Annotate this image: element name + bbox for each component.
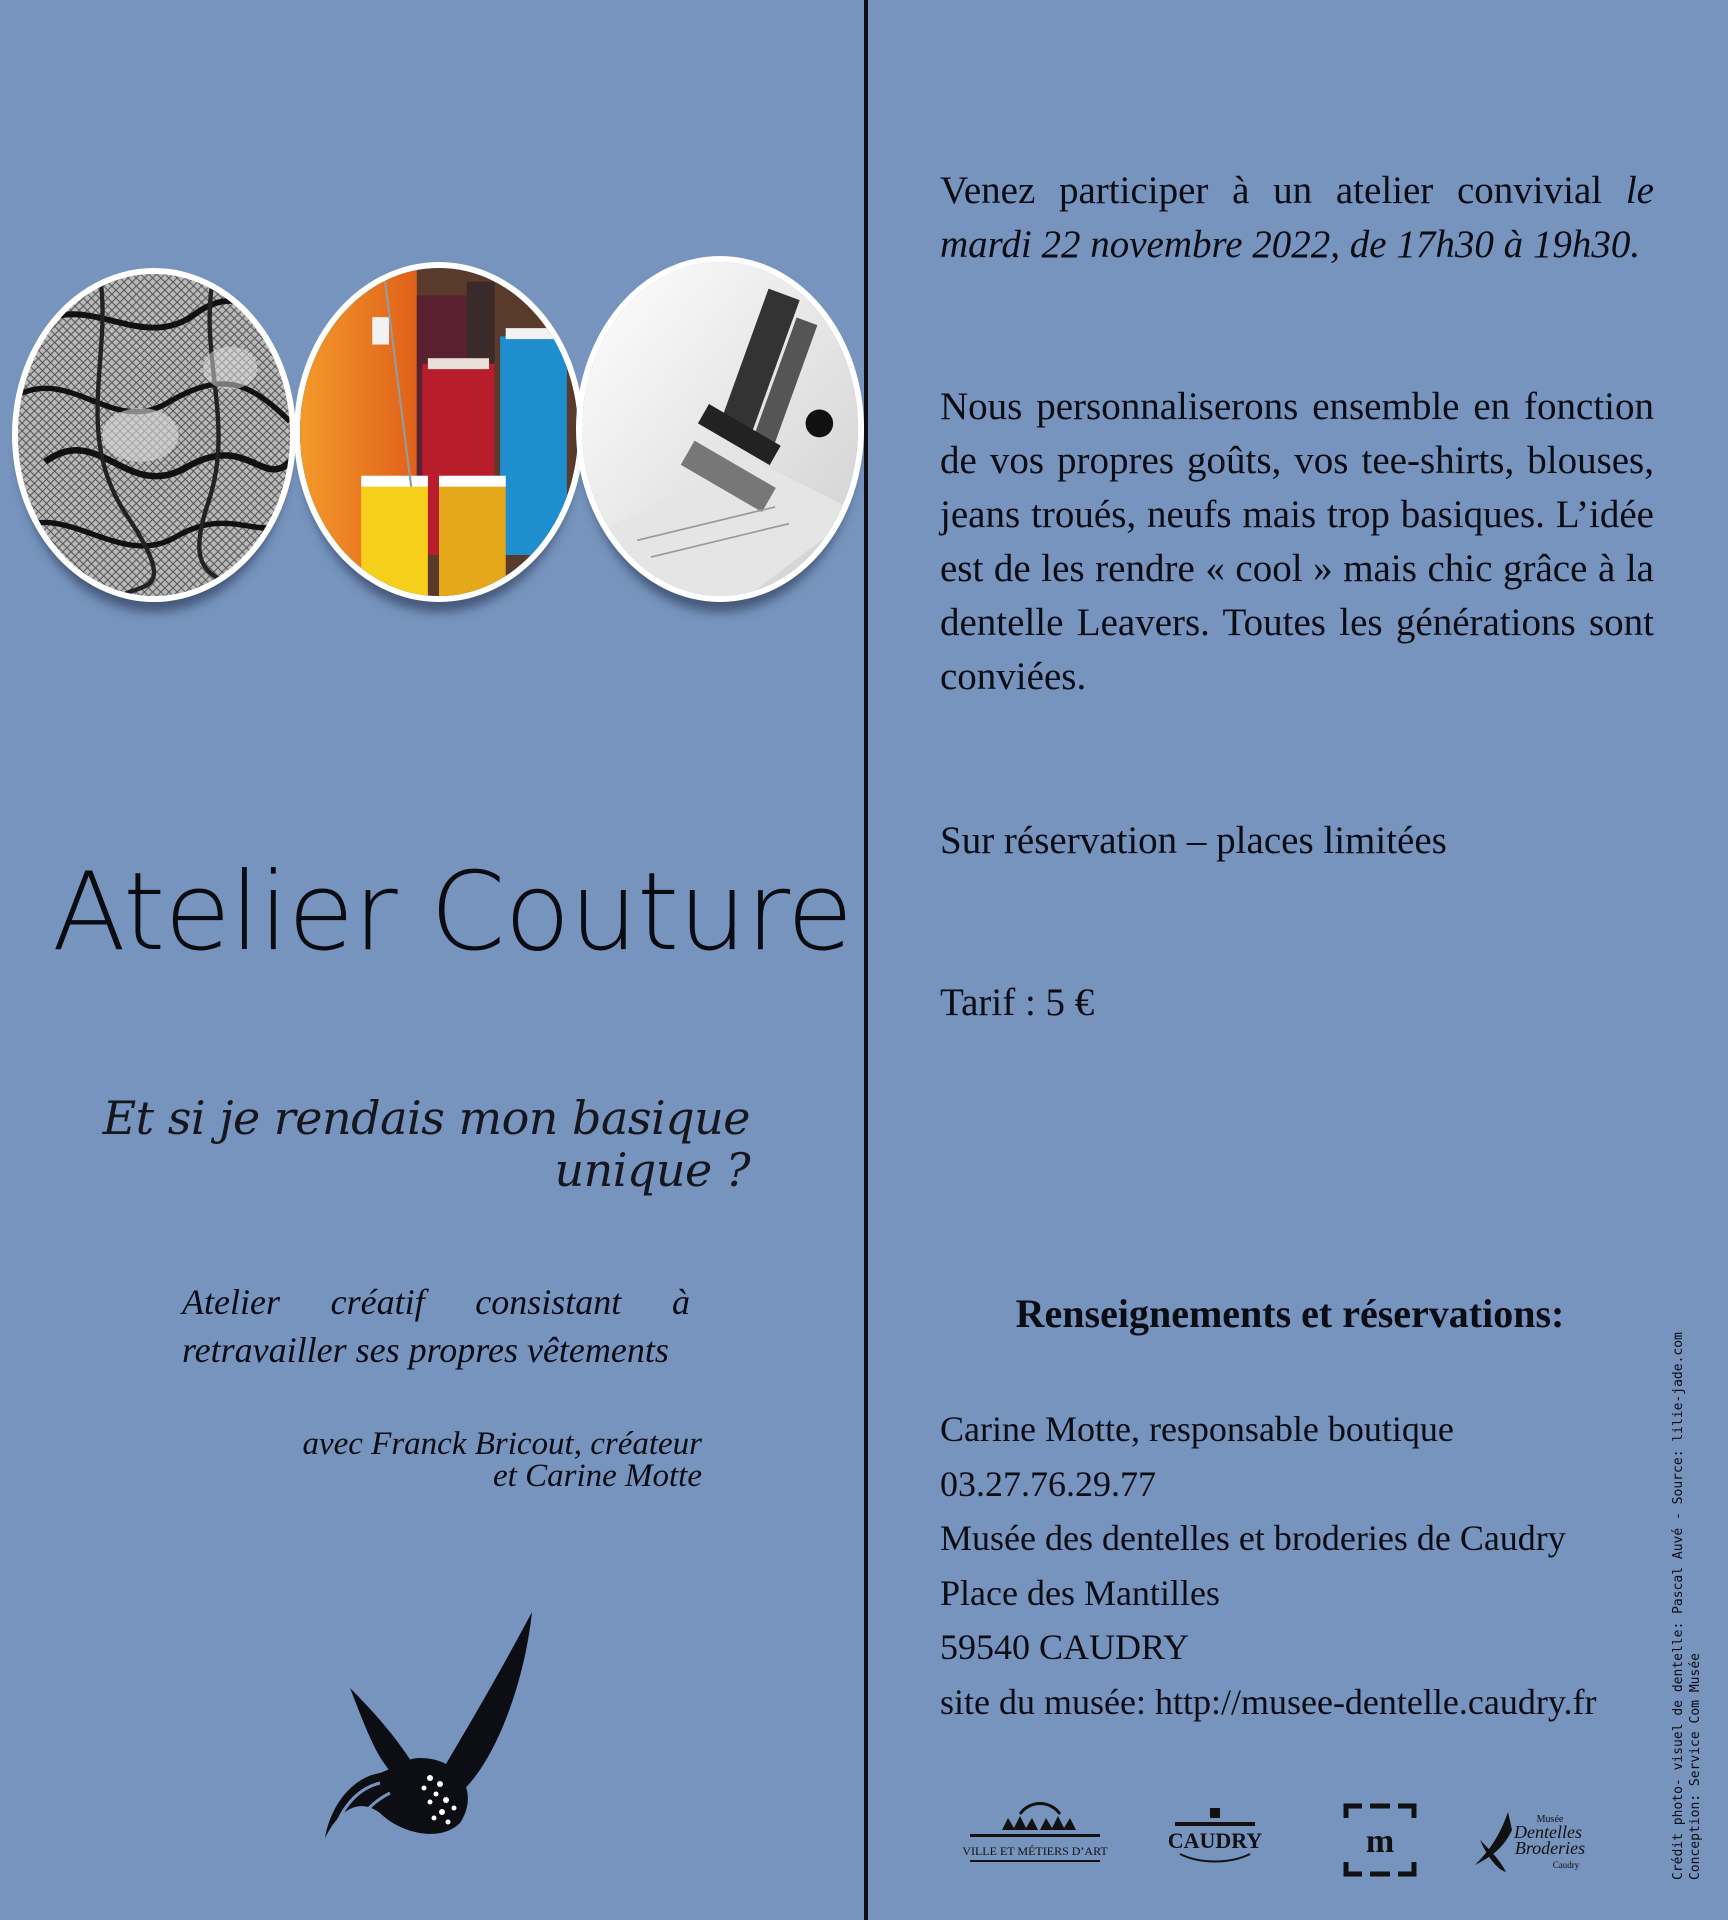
partner-logos — [950, 1800, 1610, 1890]
lace-photo — [12, 268, 296, 602]
caudry-text: CAUDRY — [1167, 1828, 1263, 1853]
musee-line2: Dentelles — [1514, 1822, 1582, 1842]
musee-line4: Caudry — [1552, 1860, 1580, 1870]
tagline: Et si je rendais mon basique unique ? — [102, 1091, 750, 1197]
contact-name: Carine Motte, responsable boutique — [940, 1409, 1454, 1449]
photo-credit — [1670, 1332, 1710, 1880]
musee-dentelles-logo — [1470, 1800, 1590, 1880]
thread-spools-photo — [294, 262, 584, 602]
intro-date: le mardi 22 novembre 2022, de 17h30 à 19h30. — [940, 169, 1654, 266]
contact-heading: Renseignements et réservations: — [1015, 1291, 1565, 1336]
ville-metiers-art-logo — [960, 1800, 1110, 1880]
contact-museum: Musée des dentelles et broderies de Caudry — [940, 1518, 1566, 1558]
intro-paragraph — [940, 164, 1654, 272]
sewing-machine-photo — [576, 256, 864, 602]
ville-metiers-art-text: VILLE ET MÉTIERS D’ART — [962, 1844, 1108, 1858]
contact-city: 59540 CAUDRY — [940, 1627, 1190, 1667]
body-paragraph: Nous personnaliserons ensemble en fonction de vos propres goûts, vos tee-shirts, blouses, jeans troués, neufs mais trop basiques. L’idée est de les rendre « cool » mais chic grâce à la dentelle Leavers. Toutes les générations sont conviées. — [940, 385, 1654, 698]
hosts-credit-line1: avec Franck Bricout, créateur — [302, 1426, 702, 1462]
hosts-credit-line2: et Carine Motte — [493, 1458, 702, 1494]
museum-m-text: m — [1365, 1823, 1395, 1860]
museum-m-logo — [1340, 1800, 1420, 1880]
workshop-description: Atelier créatif consistant à retravailler ses propres vêtements — [182, 1282, 690, 1370]
photo-credit-line1: Crédit photo- visuel de dentelle: Pascal Auvé - Source: lilie-jade.com — [1671, 1332, 1686, 1880]
contact-street: Place des Mantilles — [940, 1572, 1220, 1613]
page-title: Atelier Couture — [52, 850, 853, 975]
intro-plain: Venez participer à un atelier convivial — [940, 169, 1626, 212]
musee-line3: Broderies — [1514, 1838, 1586, 1858]
photo-credit-line2: Conception: Service Com Musée — [1688, 1653, 1703, 1880]
contact-list — [940, 1402, 1660, 1729]
hosts-credit — [250, 1428, 702, 1492]
contact-website: site du musée: http://musee-dentelle.caudry.fr — [940, 1681, 1597, 1722]
musee-line1: Musée — [1536, 1814, 1564, 1825]
price: Tarif : 5 € — [940, 981, 1095, 1024]
reservation-note: Sur réservation – places limitées — [940, 819, 1447, 862]
swallow-logo — [320, 1608, 540, 1848]
contact-phone: 03.27.76.29.77 — [940, 1463, 1156, 1504]
caudry-logo — [1160, 1800, 1270, 1880]
